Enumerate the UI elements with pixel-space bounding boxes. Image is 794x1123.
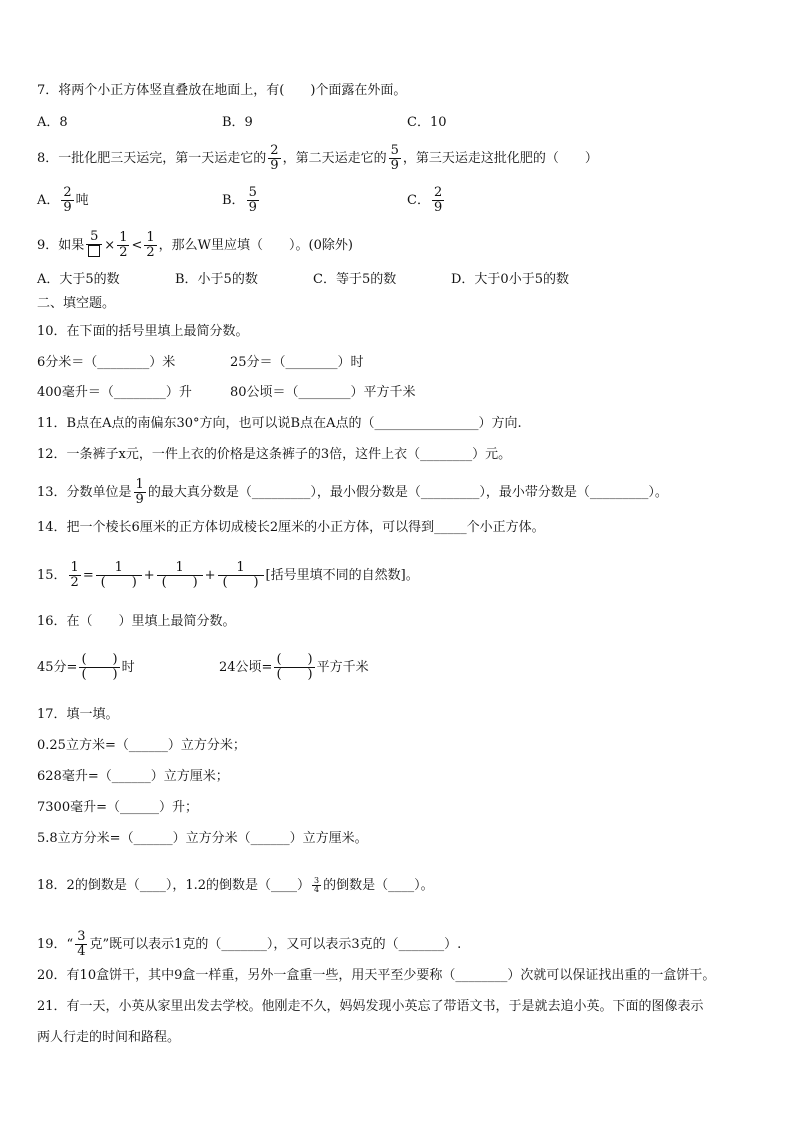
q13-stem <box>37 478 668 507</box>
q18-den: 4 <box>314 885 320 894</box>
q8-option-a <box>37 186 89 215</box>
q15-label: 15． <box>37 568 67 583</box>
q16-b-post: 平方千米 <box>316 660 369 675</box>
q10-row2-b: 80公顷＝（________）平方千米 <box>230 385 416 400</box>
q7-stem: 7．将两个小正方体竖直叠放在地面上，有( )个面露在外面。 <box>37 83 407 98</box>
q8-option-c <box>407 186 446 215</box>
q16-b-num-blank[interactable]: ( ) <box>276 652 313 667</box>
q8-f2-den: 9 <box>390 158 399 173</box>
q8-fraction-2 <box>389 144 401 173</box>
q15-fraction-1 <box>96 561 142 590</box>
q8-c-num: 2 <box>433 185 443 200</box>
q16-a-fraction <box>79 653 119 682</box>
q15-f3-num: 1 <box>218 561 264 576</box>
q15-f1-blank[interactable]: ( ) <box>100 575 137 590</box>
q8-a-label: A． <box>37 193 60 208</box>
q18-text-2: 的倒数是（____）。 <box>323 878 434 893</box>
q19-text-2: 克”既可以表示1克的（_______），又可以表示3克的（_______）. <box>89 937 462 952</box>
q13-text-1: 13．分数单位是 <box>37 485 132 500</box>
q8-f1-den: 9 <box>270 158 279 173</box>
q16-a-den-blank[interactable]: ( ) <box>81 667 118 682</box>
section-heading: 二、填空题。 <box>37 296 116 311</box>
q16-item-a <box>37 653 135 682</box>
q9-times: × <box>104 238 116 253</box>
q13-fraction <box>134 478 146 507</box>
q8-a-unit: 吨 <box>75 193 89 208</box>
q13-text-2: 的最大真分数是（_________），最小假分数是（_________），最小带分数是（_________）。 <box>147 485 668 500</box>
q8-b-den: 9 <box>248 200 257 215</box>
q15-f3-blank[interactable]: ( ) <box>222 575 259 590</box>
q8-stem <box>37 144 598 173</box>
q17-row-2: 628毫升=（______）立方厘米； <box>37 769 229 784</box>
q9-option-a: A．大于5的数 <box>37 272 120 287</box>
q8-text-1: 8．一批化肥三天运完，第一天运走它的 <box>37 151 267 166</box>
q8-f2-num: 5 <box>390 143 399 158</box>
q9-fraction-2 <box>117 231 129 260</box>
q7-option-b: B．9 <box>222 115 253 130</box>
q9-option-b: B．小于5的数 <box>175 272 258 287</box>
q21-line-2: 两人行走的时间和路程。 <box>37 1030 181 1045</box>
q19-text-1: 19．“ <box>37 937 74 952</box>
q17-stem: 17．填一填。 <box>37 707 119 722</box>
q10-row2-a: 400毫升＝（________）升 <box>37 385 192 400</box>
q15-main-num: 1 <box>70 560 79 575</box>
q9-f1-num: 5 <box>86 230 102 245</box>
q15-stem <box>37 561 419 590</box>
q9-fraction-3 <box>144 231 156 260</box>
q9-stem <box>37 230 353 261</box>
q17-row-4: 5.8立方分米=（______）立方分米（______）立方厘米。 <box>37 831 368 846</box>
q15-f2-blank[interactable]: ( ) <box>161 575 198 590</box>
q15-fraction-2 <box>157 561 203 590</box>
q8-b-label: B． <box>222 193 245 208</box>
q10-stem: 10．在下面的括号里填上最简分数。 <box>37 324 249 339</box>
q15-f2-num: 1 <box>157 561 203 576</box>
q7-option-a: A．8 <box>37 115 68 130</box>
q8-option-b <box>222 186 261 215</box>
q16-b-pre: 24公顷= <box>219 660 273 675</box>
q17-row-3: 7300毫升=（______）升； <box>37 800 198 815</box>
q13-num: 1 <box>135 477 144 492</box>
q10-row1-a: 6分米＝（________）米 <box>37 355 176 370</box>
q19-den: 4 <box>77 944 86 959</box>
q15-f1-num: 1 <box>96 561 142 576</box>
q19-stem <box>37 930 461 959</box>
q9-option-d: D．大于0小于5的数 <box>451 272 569 287</box>
q8-b-fraction <box>247 186 259 215</box>
q9-text-2: ，那么W里应填（ ）。(0除外) <box>158 238 353 253</box>
q9-f2-num: 1 <box>119 230 128 245</box>
q18-text-1: 18．2的倒数是（____），1.2的倒数是（____） <box>37 878 310 893</box>
q11-stem: 11．B点在A点的南偏东30°方向，也可以说B点在A点的（________________）方向. <box>37 416 522 431</box>
q15-equals: = <box>82 568 94 583</box>
q12-stem: 12．一条裤子x元，一件上衣的价格是这条裤子的3倍，这件上衣（________）元。 <box>37 447 512 462</box>
q16-a-num-blank[interactable]: ( ) <box>81 652 118 667</box>
q18-fraction <box>312 877 321 894</box>
q8-a-num: 2 <box>63 185 72 200</box>
q8-b-num: 5 <box>248 185 257 200</box>
q16-a-post: 时 <box>121 660 135 675</box>
q9-f3-num: 1 <box>146 230 155 245</box>
q8-f1-num: 2 <box>270 143 279 158</box>
q8-a-fraction <box>61 186 73 215</box>
q21-line-1: 21．有一天，小英从家里出发去学校。他刚走不久，妈妈发现小英忘了带语文书，于是就去追小英。下面的图像表示 <box>37 999 704 1014</box>
q8-text-3: ，第三天运走这批化肥的（ ） <box>402 151 598 166</box>
square-box-icon <box>88 245 100 257</box>
q17-row-1: 0.25立方米=（______）立方分米； <box>37 738 246 753</box>
q9-less-than: < <box>131 238 143 253</box>
q8-a-den: 9 <box>63 200 72 215</box>
q16-a-pre: 45分= <box>37 660 78 675</box>
q9-option-c: C．等于5的数 <box>313 272 397 287</box>
q7-option-c: C．10 <box>407 115 447 130</box>
q8-c-den: 9 <box>433 200 443 215</box>
q19-num: 3 <box>77 929 86 944</box>
q9-f3-den: 2 <box>146 245 155 260</box>
q8-fraction-1 <box>268 144 280 173</box>
q16-b-fraction <box>274 653 314 682</box>
q8-text-2: ，第二天运走它的 <box>282 151 387 166</box>
q15-main-den: 2 <box>70 575 79 590</box>
q9-fraction-1 <box>86 230 102 261</box>
q9-f2-den: 2 <box>119 245 128 260</box>
q9-text-1: 9．如果 <box>37 238 85 253</box>
q10-row1-b: 25分＝（________）时 <box>230 355 364 370</box>
q16-stem: 16．在（ ）里填上最简分数。 <box>37 614 236 629</box>
q14-stem: 14．把一个棱长6厘米的正方体切成棱长2厘米的小正方体，可以得到_____个小正方体。 <box>37 520 545 535</box>
q18-num: 3 <box>314 876 320 885</box>
q20-stem: 20．有10盒饼干，其中9盒一样重，另外一盒重一些，用天平至少要称（________）次就可以保证找出重的一盒饼干。 <box>37 968 716 983</box>
q15-fraction-3 <box>218 561 264 590</box>
q15-fraction-main <box>69 561 81 590</box>
q18-stem <box>37 877 434 894</box>
q15-plus-1: + <box>143 568 155 583</box>
q19-fraction <box>75 930 87 959</box>
q13-den: 9 <box>135 492 144 507</box>
q8-c-fraction <box>432 186 444 215</box>
q8-c-label: C． <box>407 193 430 208</box>
q16-b-den-blank[interactable]: ( ) <box>276 667 313 682</box>
q15-tail: [括号里填不同的自然数]。 <box>265 568 419 583</box>
q15-plus-2: + <box>204 568 216 583</box>
q9-f1-den <box>86 245 102 261</box>
q16-item-b <box>219 653 369 682</box>
